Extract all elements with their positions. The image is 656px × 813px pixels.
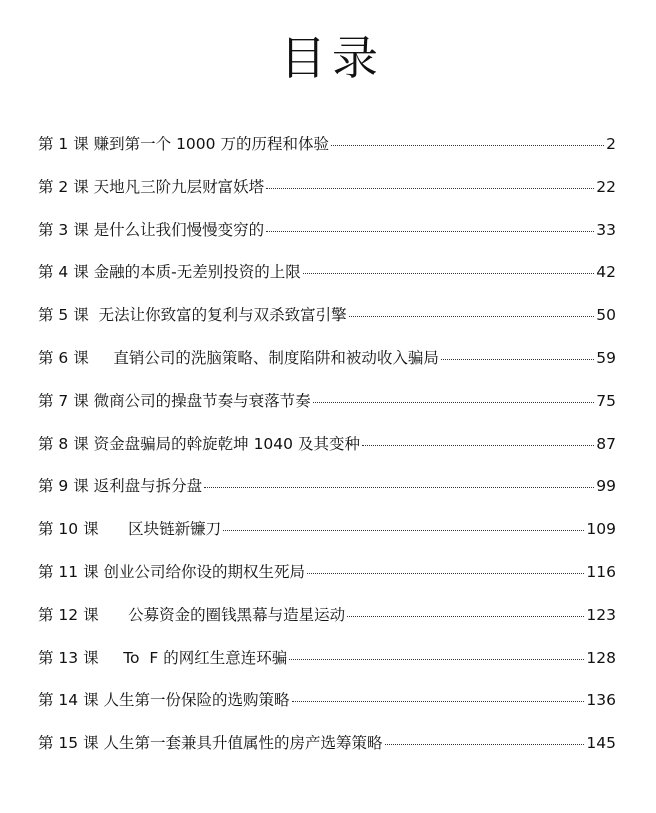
toc-entry-page: 136 xyxy=(586,691,616,710)
dot-leader xyxy=(331,145,604,146)
dot-leader xyxy=(223,530,584,531)
toc-entry-label: 第 7 课 微商公司的操盘节奏与衰落节奏 xyxy=(38,391,311,410)
toc-entry-11[interactable] xyxy=(38,555,616,598)
toc-entry-page: 2 xyxy=(606,135,616,153)
dot-leader xyxy=(266,188,594,189)
toc-entry-label: 第 1 课 赚到第一个 1000 万的历程和体验 xyxy=(38,135,329,153)
toc-entry-label: 第 2 课 天地凡三阶九层财富妖塔 xyxy=(38,177,265,196)
toc-entry-page: 99 xyxy=(596,477,616,496)
dot-leader xyxy=(266,231,594,232)
toc-entry-page: 42 xyxy=(596,263,616,282)
toc-entry-10[interactable] xyxy=(38,512,616,555)
toc-entry-page: 22 xyxy=(596,177,616,196)
toc-entry-label: 第 10 课 区块链新镰刀 xyxy=(38,520,222,539)
toc-entry-label: 第 9 课 返利盘与拆分盘 xyxy=(38,477,203,496)
toc-entry-page: 145 xyxy=(586,734,616,753)
toc-entry-1[interactable] xyxy=(38,127,616,170)
dot-leader xyxy=(303,273,595,274)
toc-entry-label: 第 13 课 To F 的网红生意连环骗 xyxy=(38,648,288,667)
toc-entry-label: 第 11 课 创业公司给你设的期权生死局 xyxy=(38,562,306,581)
toc-entry-page: 87 xyxy=(596,434,616,453)
toc-entry-2[interactable] xyxy=(38,170,616,213)
toc-entry-label: 第 6 课 直销公司的洗脑策略、制度陷阱和被动收入骗局 xyxy=(38,348,439,367)
dot-leader xyxy=(362,445,594,446)
toc-entry-label: 第 14 课 人生第一份保险的选购策略 xyxy=(38,691,290,710)
toc-entry-8[interactable] xyxy=(38,427,616,470)
toc-entry-page: 116 xyxy=(586,562,616,581)
toc-entry-page: 33 xyxy=(596,220,616,239)
dot-leader xyxy=(204,487,594,488)
toc-entry-label: 第 4 课 金融的本质-无差别投资的上限 xyxy=(38,263,301,282)
dot-leader xyxy=(441,359,594,360)
toc-entry-page: 50 xyxy=(596,306,616,325)
toc-entry-page: 109 xyxy=(586,520,616,539)
toc-entry-label: 第 12 课 公募资金的圈钱黑幕与造星运动 xyxy=(38,605,346,624)
toc-entry-4[interactable] xyxy=(38,255,616,298)
dot-leader xyxy=(307,573,584,574)
toc-entry-label: 第 8 课 资金盘骗局的斡旋乾坤 1040 及其变种 xyxy=(38,434,360,453)
toc-entry-page: 75 xyxy=(596,391,616,410)
toc-entry-label: 第 15 课 人生第一套兼具升值属性的房产选筹策略 xyxy=(38,734,383,753)
toc-entry-6[interactable] xyxy=(38,341,616,384)
toc-entry-page: 59 xyxy=(596,348,616,367)
toc-entry-15[interactable] xyxy=(38,726,616,769)
toc-entry-13[interactable] xyxy=(38,641,616,684)
toc-entry-12[interactable] xyxy=(38,598,616,641)
dot-leader xyxy=(292,701,585,702)
toc-entry-7[interactable] xyxy=(38,384,616,427)
toc-entry-page: 123 xyxy=(586,605,616,624)
dot-leader xyxy=(347,616,584,617)
table-of-contents xyxy=(38,127,616,769)
toc-entry-page: 128 xyxy=(586,648,616,667)
page-title: 目录 xyxy=(280,31,384,85)
toc-entry-9[interactable] xyxy=(38,469,616,512)
dot-leader xyxy=(349,316,595,317)
toc-entry-label: 第 5 课 无法让你致富的复利与双杀致富引擎 xyxy=(38,306,347,325)
dot-leader xyxy=(385,744,585,745)
toc-entry-label: 第 3 课 是什么让我们慢慢变穷的 xyxy=(38,220,265,239)
dot-leader xyxy=(313,402,595,403)
toc-entry-14[interactable] xyxy=(38,683,616,726)
dot-leader xyxy=(289,659,584,660)
toc-entry-3[interactable] xyxy=(38,213,616,256)
toc-entry-5[interactable] xyxy=(38,298,616,341)
